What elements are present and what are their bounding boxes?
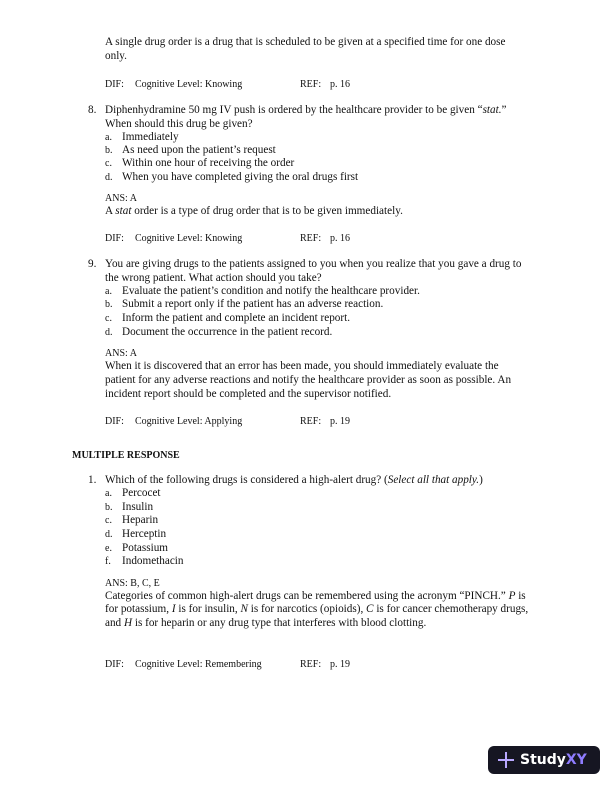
text: ) xyxy=(479,474,483,486)
cognitive-level: Cognitive Level: Knowing xyxy=(135,233,243,244)
dif-label: DIF: xyxy=(105,416,124,427)
explanation: incident report should be completed and the supervisor notified. xyxy=(105,388,392,400)
text: A xyxy=(105,205,116,217)
ref-label: REF: xyxy=(300,416,322,427)
explanation xyxy=(105,590,526,603)
option-letter: e. xyxy=(105,543,112,554)
answer: ANS: A xyxy=(105,193,137,204)
text: is xyxy=(515,590,526,602)
text: and xyxy=(105,617,124,629)
question-text xyxy=(105,474,483,487)
explanation xyxy=(105,617,426,630)
ref-page: p. 19 xyxy=(330,659,350,670)
cognitive-level: Cognitive Level: Remembering xyxy=(135,659,262,670)
question-number: 9. xyxy=(88,258,97,270)
option-letter: c. xyxy=(105,515,112,526)
option-text: Insulin xyxy=(122,501,154,513)
option-letter: d. xyxy=(105,327,113,338)
option-text: Inform the patient and complete an incident report. xyxy=(122,312,351,324)
option-letter: d. xyxy=(105,172,113,183)
text: is for narcotics (opioids), xyxy=(247,603,367,615)
ref-label: REF: xyxy=(300,659,322,670)
text: Which of the following drugs is considered a high-alert drug? ( xyxy=(105,474,388,486)
option-text: Immediately xyxy=(122,131,179,143)
option-text: Heparin xyxy=(122,514,159,526)
section-heading: MULTIPLE RESPONSE xyxy=(72,450,180,461)
logo-text: Study xyxy=(520,752,566,768)
question-text: When should this drug be given? xyxy=(105,118,253,130)
answer: ANS: B, C, E xyxy=(105,578,160,589)
text-line: A single drug order is a drug that is scheduled to be given at a specified time for one dose xyxy=(105,36,506,48)
question-number: 1. xyxy=(88,474,97,486)
explanation: When it is discovered that an error has been made, you should immediately evaluate the xyxy=(105,360,499,372)
text-italic: stat. xyxy=(482,104,502,116)
option-letter: a. xyxy=(105,488,112,499)
option-text: Submit a report only if the patient has an adverse reaction. xyxy=(122,298,384,310)
dif-label: DIF: xyxy=(105,659,124,670)
option-letter: a. xyxy=(105,132,112,143)
option-text: Indomethacin xyxy=(122,555,184,567)
option-text: Percocet xyxy=(122,487,161,499)
text-line: only. xyxy=(105,50,127,62)
option-letter: c. xyxy=(105,158,112,169)
explanation: patient for any adverse reactions and notify the healthcare provider as soon as possible. An xyxy=(105,374,512,386)
text: Diphenhydramine 50 mg IV push is ordered by the healthcare provider to be given “ xyxy=(105,104,483,116)
explanation xyxy=(105,603,528,616)
text: is for cancer chemotherapy drugs, xyxy=(373,603,529,615)
option-text: Evaluate the patient’s condition and notify the healthcare provider. xyxy=(122,285,420,297)
ref-page: p. 16 xyxy=(330,233,350,244)
option-letter: c. xyxy=(105,313,112,324)
option-letter: b. xyxy=(105,145,113,156)
text-italic: H xyxy=(123,617,133,629)
text-italic: I xyxy=(171,603,176,615)
cognitive-level: Cognitive Level: Applying xyxy=(135,416,243,427)
text: is for insulin, xyxy=(175,603,241,615)
option-letter: a. xyxy=(105,286,112,297)
dif-label: DIF: xyxy=(105,233,124,244)
question-text: You are giving drugs to the patients assigned to you when you realize that you gave a drug to xyxy=(105,258,522,270)
text-italic: C xyxy=(366,603,374,615)
option-text: Herceptin xyxy=(122,528,167,540)
ref-page: p. 19 xyxy=(330,416,350,427)
ref-page: p. 16 xyxy=(330,79,350,90)
option-letter: b. xyxy=(105,502,113,513)
ref-label: REF: xyxy=(300,79,322,90)
option-text: When you have completed giving the oral drugs first xyxy=(122,171,359,183)
question-text: the wrong patient. What action should you take? xyxy=(105,272,322,284)
question-text xyxy=(105,104,507,117)
option-letter: b. xyxy=(105,299,113,310)
option-text: Within one hour of receiving the order xyxy=(122,157,295,169)
option-letter: f. xyxy=(105,556,111,567)
studyxy-logo[interactable] xyxy=(488,746,600,774)
dif-label: DIF: xyxy=(105,79,124,90)
text: Categories of common high-alert drugs can be remembered using the acronym “PINCH.” xyxy=(105,590,509,602)
plus-icon xyxy=(498,752,514,768)
explanation xyxy=(105,205,403,218)
option-text: Document the occurrence in the patient record. xyxy=(122,326,333,338)
option-text: As need upon the patient’s request xyxy=(122,144,276,156)
text-italic: stat xyxy=(115,205,132,217)
text-italic: Select all that apply. xyxy=(387,474,480,486)
answer: ANS: A xyxy=(105,348,137,359)
text: order is a type of drug order that is to be given immediately. xyxy=(131,205,403,217)
text: is for heparin or any drug type that interferes with blood clotting. xyxy=(132,617,427,629)
option-letter: d. xyxy=(105,529,113,540)
cognitive-level: Cognitive Level: Knowing xyxy=(135,79,243,90)
question-number: 8. xyxy=(88,104,97,116)
text-italic: N xyxy=(240,603,248,615)
text-italic: P xyxy=(508,590,516,602)
ref-label: REF: xyxy=(300,233,322,244)
option-text: Potassium xyxy=(122,542,169,554)
logo-text-accent: XY xyxy=(565,752,587,768)
text: ” xyxy=(501,104,507,116)
text: for potassium, xyxy=(105,603,172,615)
